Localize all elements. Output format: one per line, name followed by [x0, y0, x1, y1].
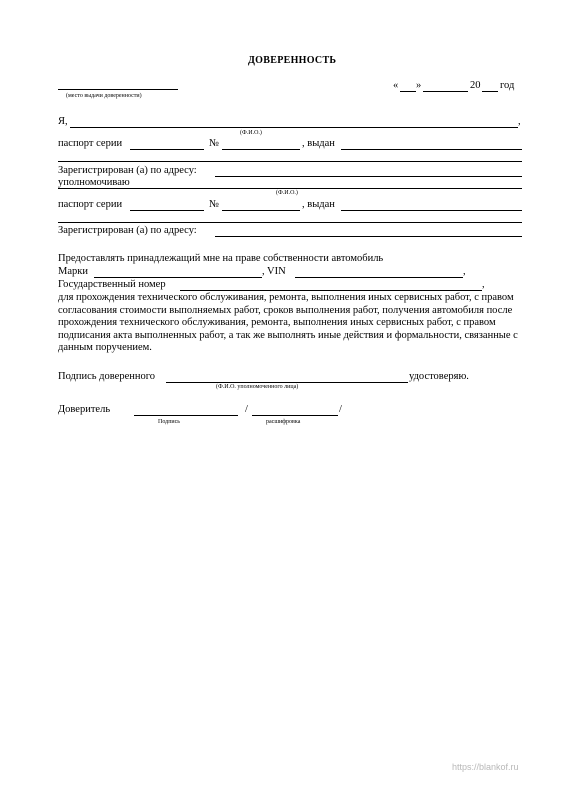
- date-close-quote: »: [416, 80, 422, 91]
- passport2-issued-label: , выдан: [302, 199, 335, 210]
- principal-fio-line[interactable]: [70, 127, 518, 128]
- signature-hint: Подпись: [158, 419, 181, 425]
- watermark-url: https://blankof.ru: [452, 762, 519, 772]
- slash-open: /: [245, 404, 248, 415]
- vin-comma: ,: [463, 266, 466, 277]
- date-month-line[interactable]: [423, 91, 468, 92]
- principal-signature-line[interactable]: [134, 415, 238, 416]
- date-year-line[interactable]: [482, 91, 498, 92]
- passport2-series-line[interactable]: [130, 210, 204, 211]
- passport-number-sign: №: [209, 138, 220, 149]
- brand-line[interactable]: [94, 277, 262, 278]
- principal-prefix: Я,: [58, 116, 68, 127]
- date-year-suffix: год: [500, 80, 515, 91]
- principal-label: Доверитель: [58, 404, 111, 415]
- passport-series-line[interactable]: [130, 149, 204, 150]
- plate-line[interactable]: [180, 290, 482, 291]
- principal-comma: ,: [518, 116, 521, 127]
- brand-label: Марки: [58, 266, 88, 277]
- decode-hint: расшифровка: [266, 419, 301, 425]
- passport-number-line[interactable]: [222, 149, 300, 150]
- authorized-fio-line[interactable]: [58, 188, 522, 189]
- registered2-address-line[interactable]: [215, 236, 522, 237]
- provide-vehicle-text: Предоставлять принадлежащий мне на праве собственности автомобиль: [58, 253, 384, 264]
- authorize-label: уполномочиваю: [58, 177, 130, 188]
- passport2-number-line[interactable]: [222, 210, 300, 211]
- date-open-quote: «: [393, 80, 399, 91]
- place-hint: (место выдачи доверенности): [66, 93, 142, 99]
- passport2-series-label: паспорт серии: [58, 199, 123, 210]
- date-year-prefix: 20: [470, 80, 481, 91]
- slash-close: /: [339, 404, 342, 415]
- date-day-line[interactable]: [400, 91, 416, 92]
- passport-issued-line-2[interactable]: [58, 161, 522, 162]
- passport2-issued-line-2[interactable]: [58, 222, 522, 223]
- registered2-label: Зарегистрирован (а) по адресу:: [58, 225, 197, 236]
- passport2-issued-line[interactable]: [341, 210, 522, 211]
- plate-comma: ,: [482, 279, 485, 290]
- vin-label: , VIN: [262, 266, 286, 277]
- principal-fio-hint: (Ф.И.О.): [240, 130, 262, 136]
- passport2-number-sign: №: [209, 199, 220, 210]
- document-title: ДОВЕРЕННОСТЬ: [248, 55, 337, 66]
- plate-label: Государственный номер: [58, 279, 166, 290]
- registered-address-line[interactable]: [215, 176, 522, 177]
- authorized-fio-hint-2: (Ф.И.О. уполномоченного лица): [216, 384, 299, 390]
- vin-line[interactable]: [295, 277, 463, 278]
- signature-of-label: Подпись доверенного: [58, 371, 156, 382]
- registered-label: Зарегистрирован (а) по адресу:: [58, 165, 197, 176]
- place-line[interactable]: [58, 89, 178, 90]
- passport-issued-line[interactable]: [341, 149, 522, 150]
- certify-label: удостоверяю.: [409, 371, 469, 382]
- authorized-fio-hint: (Ф.И.О.): [276, 190, 298, 196]
- signature-of-line[interactable]: [166, 382, 408, 383]
- principal-decode-line[interactable]: [252, 415, 338, 416]
- passport-issued-label: , выдан: [302, 138, 335, 149]
- passport-series-label: паспорт серии: [58, 138, 123, 149]
- purpose-paragraph: для прохождения технического обслуживания, ремонта, выполнения иных сервисных работ, с правом согласования стоимости выполняемых работ, сроков выполнения работ, получения автомобиля после прохождения технического обслуживания, ремонта, выполнения иных сервисных работ, с правом подписания акта выполненных работ, а так же выполнять иные действия и формальности, связанные с данным поручением.: [58, 292, 518, 353]
